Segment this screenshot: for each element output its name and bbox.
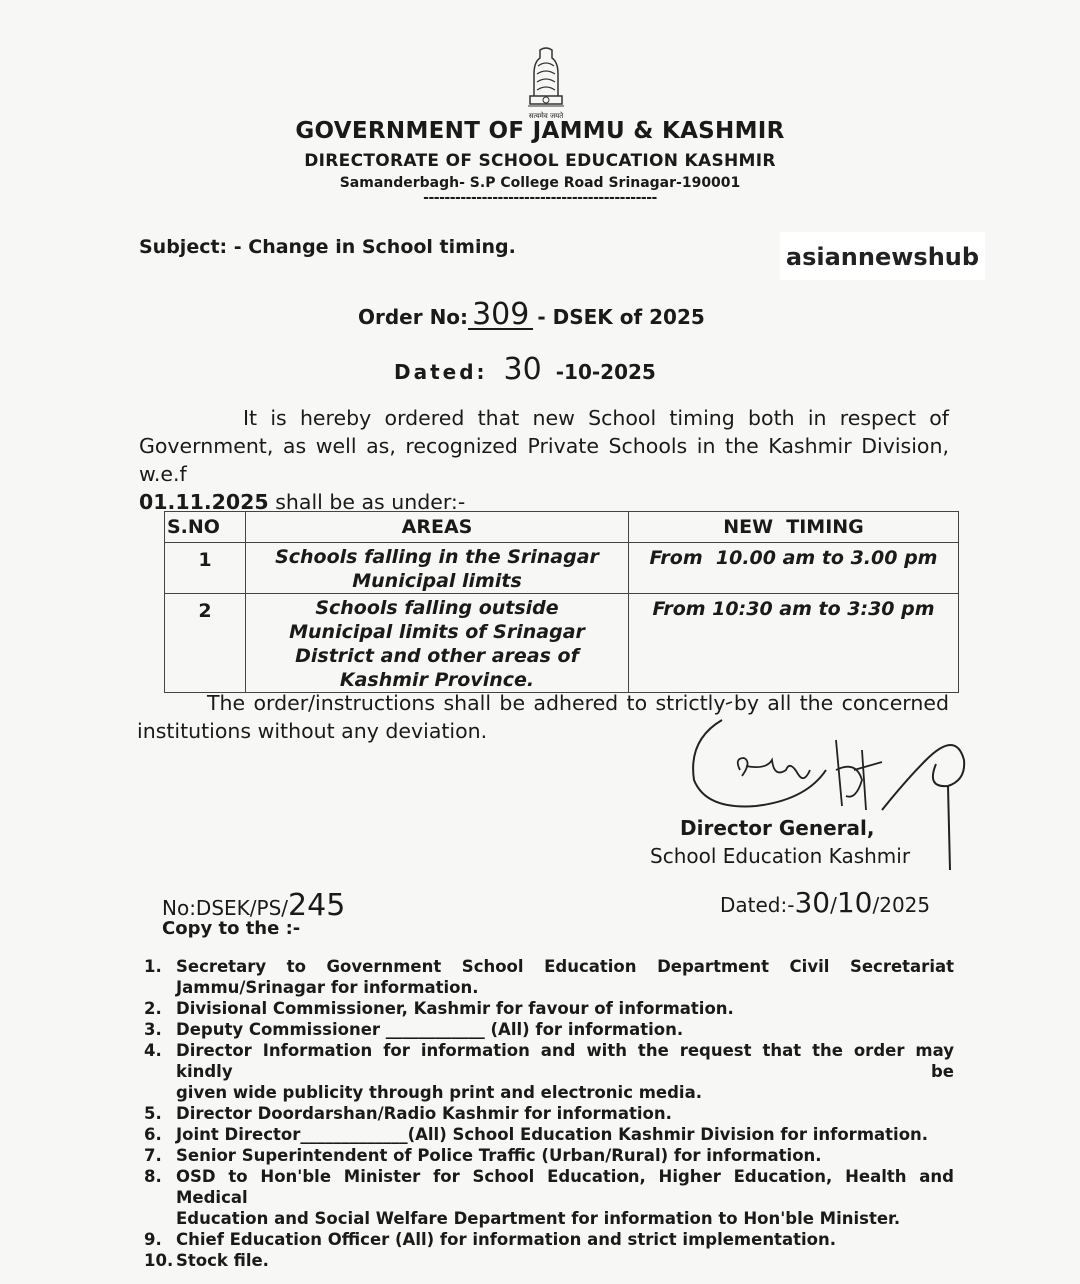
instructions-line-2: institutions without any deviation. [137,719,488,743]
list-item: 5. Director Doordarshan/Radio Kashmir for information. [144,1104,672,1123]
list-item: 2. Divisional Commissioner, Kashmir for favour of information. [144,999,734,1018]
national-emblem-icon [524,44,568,114]
paragraph-line-1: It is hereby ordered that new School timing both in respect of [243,406,949,430]
column-header-areas: AREAS [246,512,629,543]
address-line: Samanderbagh- S.P College Road Srinagar-190001 [339,175,741,191]
row-sno: 2 [165,594,246,693]
list-item: 10. Stock file. [144,1251,269,1270]
row-timing: From 10.00 am to 3.00 pm [629,543,959,594]
subject-line: Subject: - Change in School timing. [139,236,516,258]
watermark: asiannewshub [780,232,985,280]
order-date [394,352,656,387]
emblem-motto: सत्यमेव जयते [528,112,564,120]
dated-rest: -10-2025 [555,360,656,384]
reference-number-handwritten: 245 [288,888,346,923]
date-separator: / [872,893,880,917]
paragraph-line-3: shall be as under:- [268,490,466,514]
date-separator: / [830,893,837,917]
paragraph-line-2: Government, as well as, recognized Private Schools in the Kashmir Division, w.e.f [139,434,949,486]
reference-date [720,886,930,919]
reference-year: 2025 [879,893,931,917]
table-row [165,594,959,693]
list-item: 8. OSD to Hon'ble Minister for School Education, Higher Education, Health and Medical Education and Social Welfare Department for information to Hon'ble Minister. [144,1167,954,1228]
copy-to-label: Copy to the :- [162,918,301,939]
list-item: 6. Joint Director_____________(All) School Education Kashmir Division for information. [144,1125,929,1144]
row-area: Schools falling in the Srinagar Municipal limits [246,543,629,594]
column-header-timing: NEW TIMING [629,512,959,543]
list-item: 7. Senior Superintendent of Police Traffic (Urban/Rural) for information. [144,1146,822,1165]
directorate-title: DIRECTORATE OF SCHOOL EDUCATION KASHMIR [304,151,776,171]
order-paragraph [139,404,949,516]
header-separator: -------------------------------------------- [423,190,657,206]
signatory-department: School Education Kashmir [650,844,911,868]
list-item: 4. Director Information for information and with the request that the order may kindly be given wide publicity through print and electronic media. [144,1041,954,1102]
effective-date: 01.11.2025 [139,490,269,514]
row-timing: From 10:30 am to 3:30 pm [629,594,959,693]
column-header-sno: S.NO [165,512,246,543]
row-area: Schools falling outside Municipal limits of Srinagar District and other areas of Kashmir Province. [246,594,629,693]
list-item: 9. Chief Education Officer (All) for information and strict implementation. [144,1230,836,1249]
reference-month-handwritten: 10 [836,886,873,919]
government-title: GOVERNMENT OF JAMMU & KASHMIR [295,118,785,144]
order-prefix: Order No: [358,305,469,329]
order-number-handwritten: 309 [468,302,533,330]
timing-table [164,511,959,693]
dated-day-handwritten: 30 [503,352,542,387]
list-item: 1. Secretary to Government School Education Department Civil Secretariat Jammu/Srinagar for information. [144,957,954,997]
order-suffix: - DSEK of 2025 [537,305,705,329]
table-header-row [165,512,959,543]
copy-list [144,956,954,1271]
dated-label: Dated: [394,360,488,384]
signatory-title: Director General, [680,816,875,840]
reference-dated-prefix: Dated:- [720,893,795,917]
row-sno: 1 [165,543,246,594]
instructions-line-1: The order/instructions shall be adhered to strictly by all the concerned [207,691,949,715]
list-item: 3. Deputy Commissioner ____________ (All) for information. [144,1020,684,1039]
table-row [165,543,959,594]
reference-day-handwritten: 30 [794,886,831,919]
order-number [358,297,705,332]
reference-prefix: No:DSEK/PS/ [162,896,289,920]
